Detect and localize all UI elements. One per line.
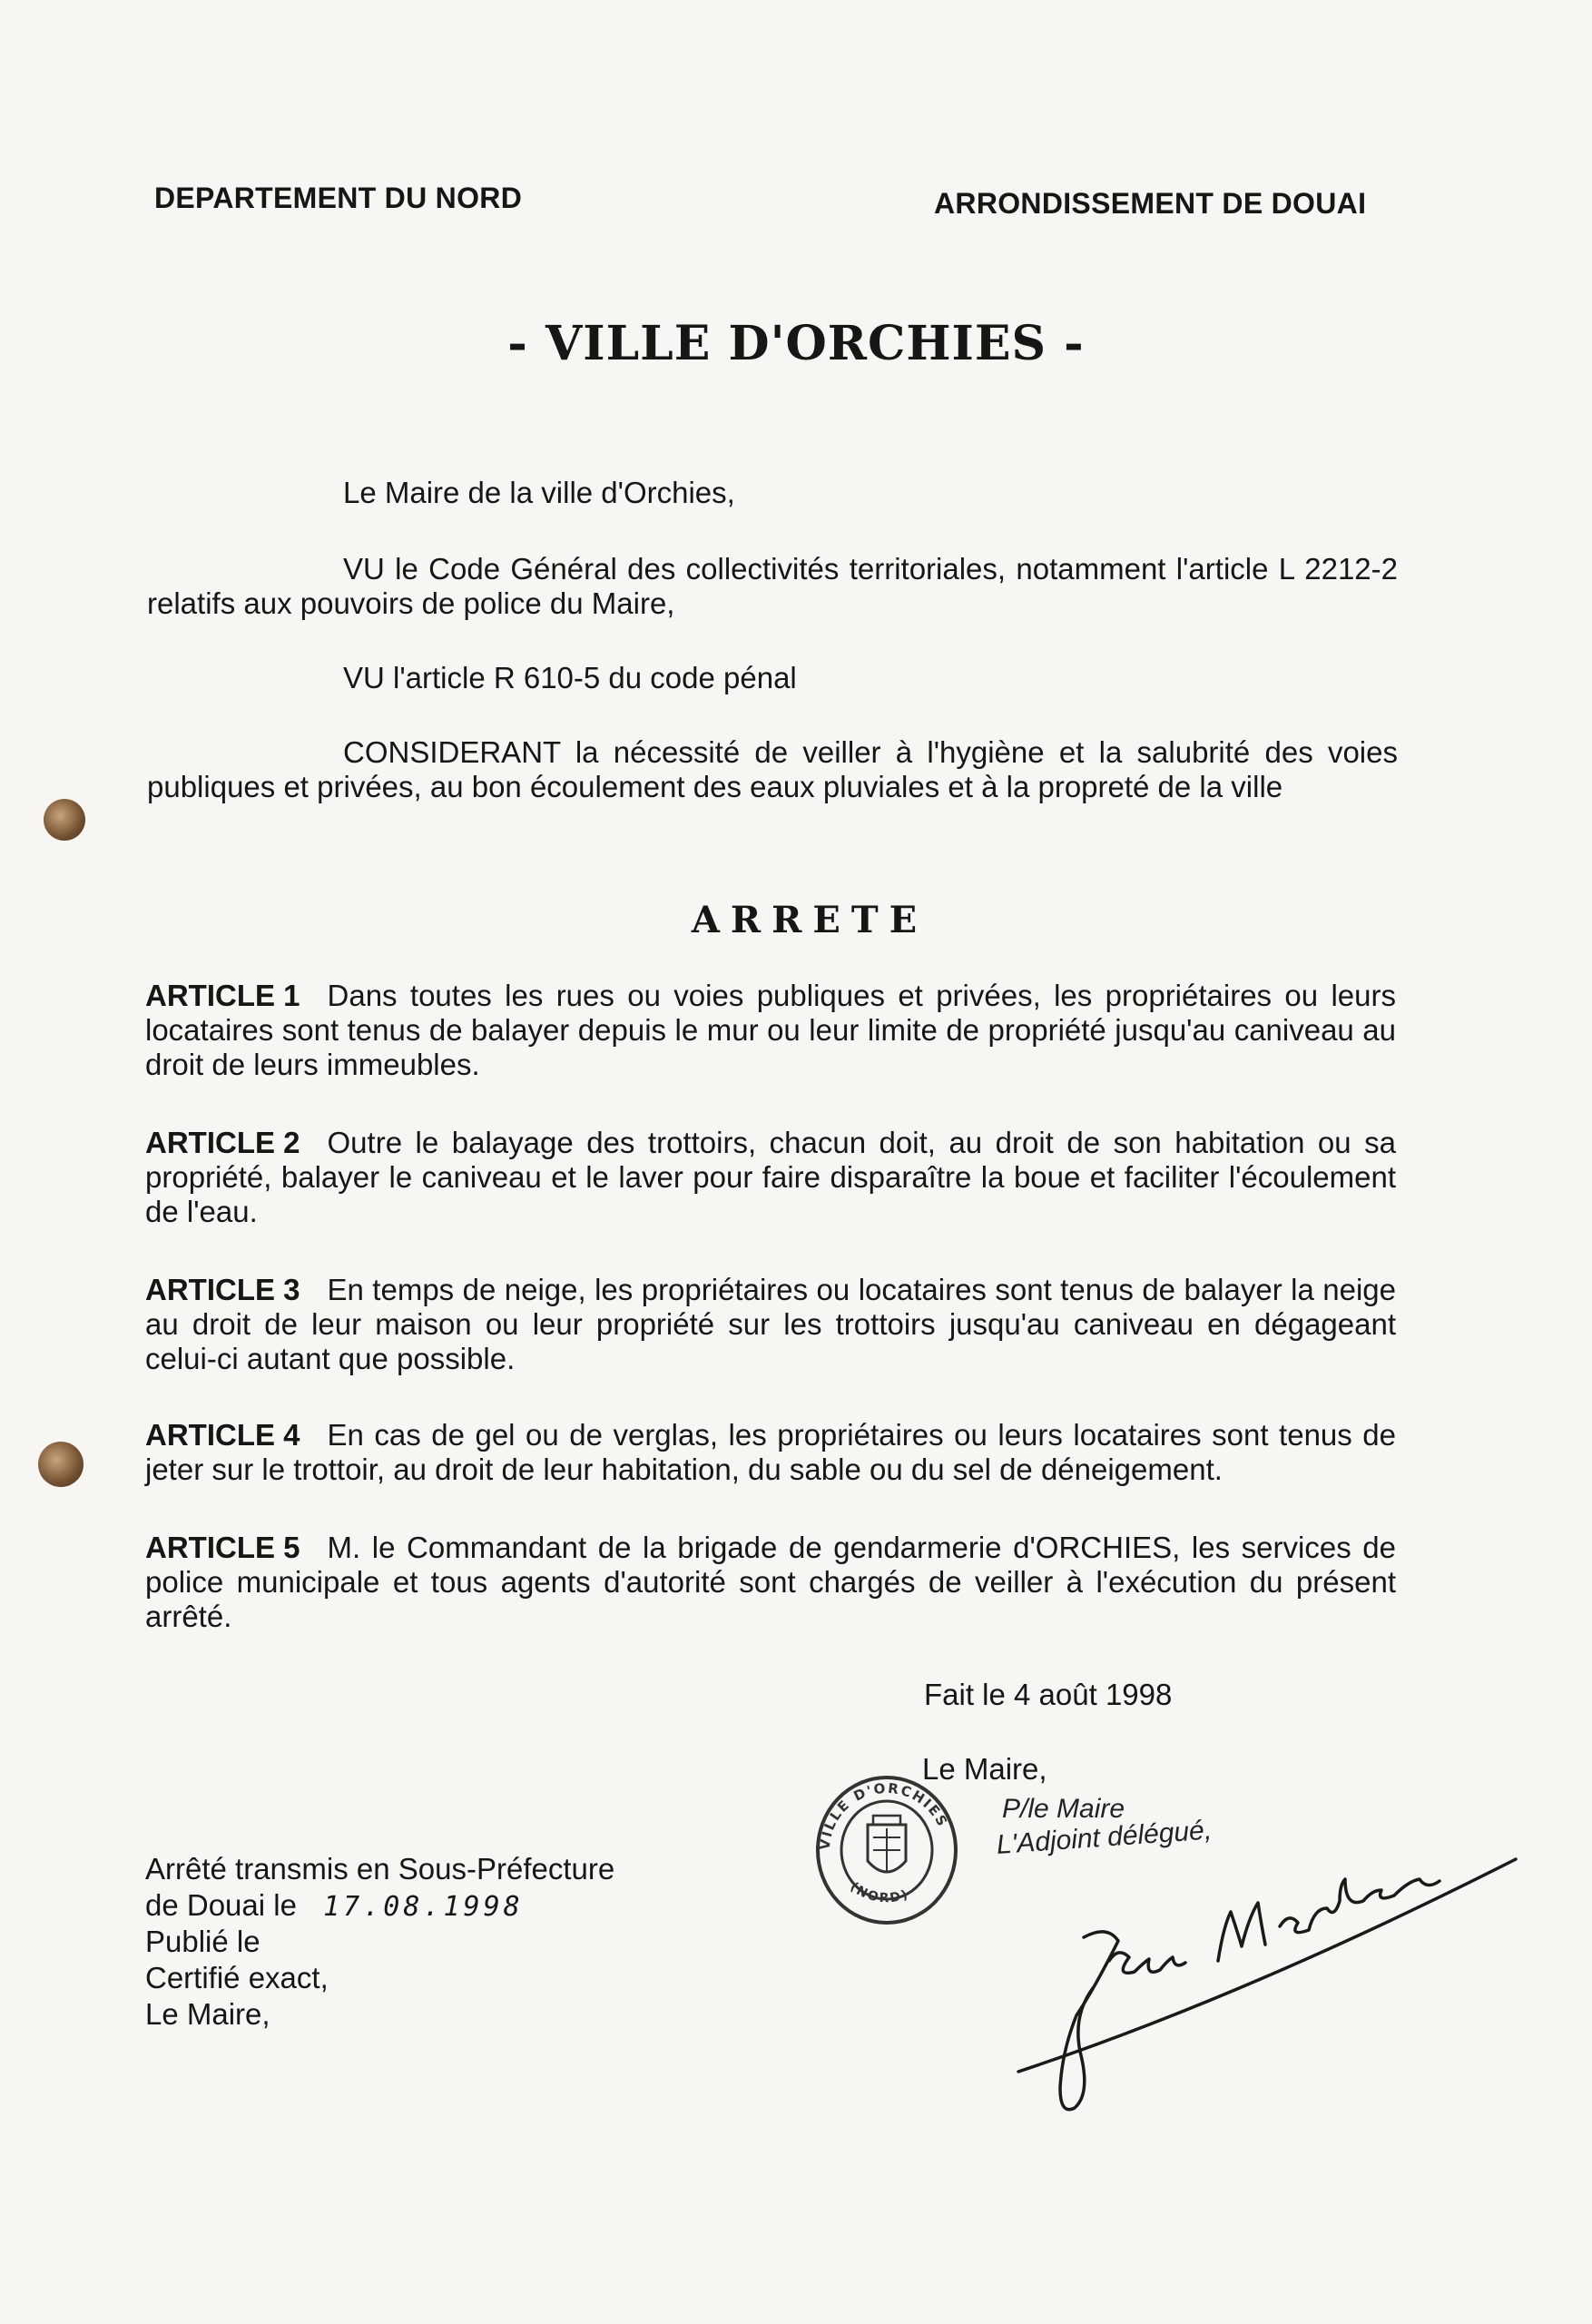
- footer-transmis: Arrêté transmis en Sous-Préfecture: [145, 1852, 615, 1886]
- municipal-seal: [813, 1772, 960, 1928]
- intro-maire: Le Maire de la ville d'Orchies,: [343, 476, 735, 509]
- footer-certifie-exact: Certifié exact,: [145, 1961, 329, 1994]
- article-2: [145, 1126, 1396, 1229]
- footer-publie-le: Publié le: [145, 1925, 260, 1958]
- article-2-text: Outre le balayage des trottoirs, chacun doit, au droit de son habitation ou sa propriété, balayer le caniveau et le laver pour faire disparaître la boue et faciliter l'écoulement de l'eau.: [145, 1126, 1396, 1228]
- footer-le-maire: Le Maire,: [145, 1997, 270, 2031]
- svg-text:(NORD): [847, 1879, 911, 1905]
- seal-ring-bottom-text: (NORD): [847, 1879, 911, 1906]
- seal-ring-top-text: VILLE D'ORCHIES: [816, 1779, 952, 1851]
- header-arrondissement: ARRONDISSEMENT DE DOUAI: [934, 187, 1367, 220]
- article-5-label: ARTICLE 5: [145, 1531, 300, 1564]
- footer-douai-prefix: de Douai le: [145, 1888, 297, 1922]
- article-5: [145, 1531, 1396, 1634]
- article-2-label: ARTICLE 2: [145, 1126, 300, 1159]
- le-maire-label: Le Maire,: [922, 1752, 1047, 1786]
- article-3-text: En temps de neige, les propriétaires ou locataires sont tenus de balayer la neige au droit de leur maison ou leur propriété sur les trottoirs jusqu'au caniveau en dégageant celui-ci autant que possible.: [145, 1273, 1396, 1375]
- article-4: [145, 1418, 1396, 1487]
- intro-vu-article: VU l'article R 610-5 du code pénal: [343, 661, 797, 694]
- article-3: [145, 1273, 1396, 1376]
- footer-handwritten-date: 17.08.1998: [323, 1891, 524, 1923]
- arrete-heading: ARRETE: [691, 899, 929, 941]
- article-1-text: Dans toutes les rues ou voies publiques et privées, les propriétaires ou leurs locataires sont tenus de balayer depuis le mur ou leur limite de propriété jusqu'au caniveau au droit de leurs immeubles.: [145, 979, 1396, 1081]
- fait-le-date: Fait le 4 août 1998: [924, 1678, 1173, 1711]
- article-1: [145, 979, 1396, 1082]
- intro-vu-code: VU le Code Général des collectivités territoriales, notamment l'article L 2212-2 relatifs aux pouvoirs de police du Maire,: [147, 552, 1398, 620]
- punch-hole-top: [44, 799, 85, 841]
- article-4-text: En cas de gel ou de verglas, les propriétaires ou leurs locataires sont tenus de jeter sur le trottoir, au droit de leur habitation, du sable ou du sel de déneigement.: [145, 1418, 1396, 1486]
- page-title: - VILLE D'ORCHIES -: [507, 316, 1085, 371]
- stamp-p-le-maire: P/le Maire: [1002, 1794, 1125, 1824]
- article-3-label: ARTICLE 3: [145, 1273, 300, 1306]
- article-5-text: M. le Commandant de la brigade de gendarmerie d'ORCHIES, les services de police municipale et tous agents d'autorité sont chargés de veiller à l'exécution du présent arrêté.: [145, 1531, 1396, 1633]
- header-departement: DEPARTEMENT DU NORD: [154, 182, 523, 214]
- punch-hole-bottom: [38, 1442, 84, 1487]
- article-4-label: ARTICLE 4: [145, 1418, 300, 1452]
- stamp-adjoint-delegue: L'Adjoint délégué,: [995, 1815, 1214, 1860]
- handwritten-signature: [1007, 1825, 1525, 2124]
- footer-douai-le: [145, 1888, 524, 1925]
- intro-considerant: CONSIDERANT la nécessité de veiller à l'hygiène et la salubrité des voies publiques et privées, au bon écoulement des eaux pluviales et à la propreté de la ville: [147, 735, 1398, 803]
- article-1-label: ARTICLE 1: [145, 979, 300, 1012]
